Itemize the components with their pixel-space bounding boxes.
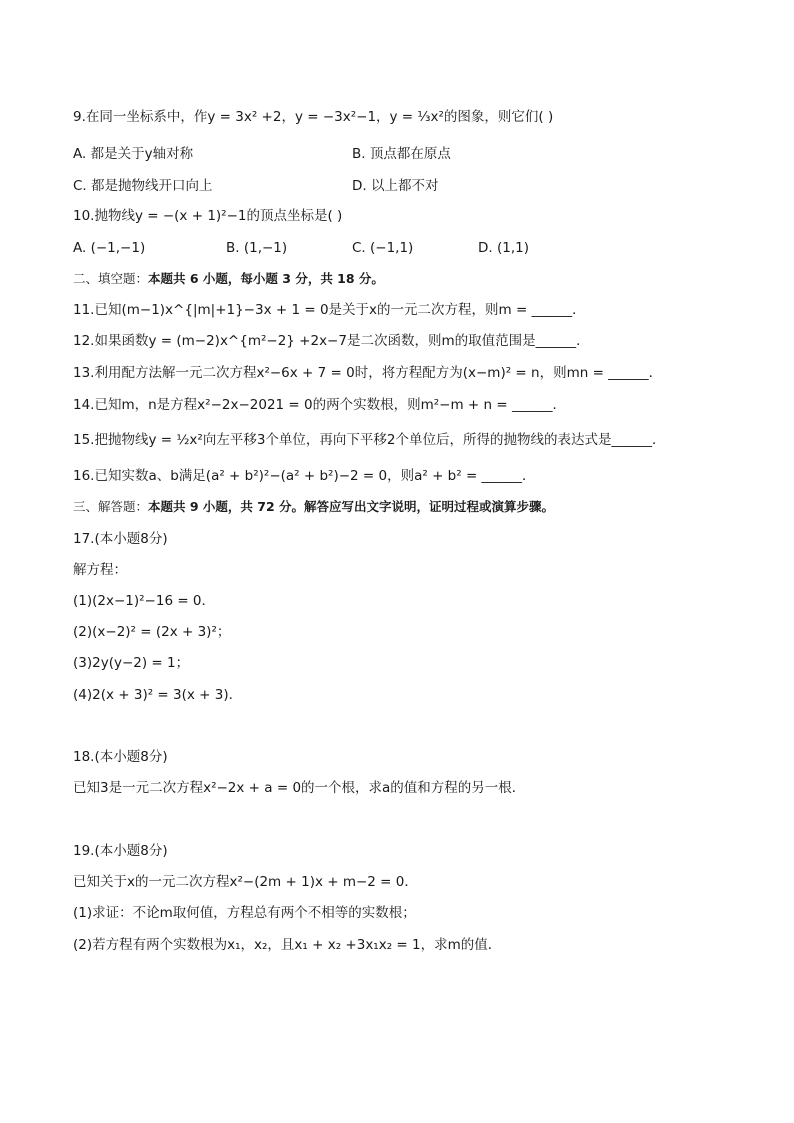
question-19-item-2: (2)若方程有两个实数根为x₁，x₂，且x₁ + x₂ +3x₁x₂ = 1，求m的值． [73, 937, 502, 953]
section-2-heading [73, 270, 384, 288]
section-3-heading-prefix: 三、解答题： [73, 499, 149, 514]
section-3-heading-rest: 本题共 9 小题，共 72 分。解答应写出文字说明，证明过程或演算步骤。 [148, 499, 555, 514]
question-19-item-1: (1)求证：不论m取何值，方程总有两个不相等的实数根； [73, 905, 416, 921]
question-17-item-1: (1)(2x−1)²−16 = 0． [73, 593, 216, 609]
section-3-heading [73, 498, 554, 516]
section-2-heading-rest: 本题共 6 小题，每小题 3 分，共 18 分。 [148, 271, 384, 286]
question-9-stem: 9.在同一坐标系中，作y = 3x² +2，y = −3x²−1，y = ⅓x²的图象，则它们( ) [73, 109, 554, 125]
question-13: 13.利用配方法解一元二次方程x²−6x + 7 = 0时，将方程配方为(x−m)² = n，则mn = ______． [73, 365, 663, 381]
question-9-option-c: C. 都是抛物线开口向上 [73, 178, 213, 194]
question-9-option-b: B. 顶点都在原点 [352, 146, 451, 162]
question-17-intro: 解方程： [73, 562, 127, 578]
question-17-item-4: (4)2(x + 3)² = 3(x + 3)． [73, 687, 243, 703]
question-9-option-d: D. 以上都不对 [352, 178, 439, 194]
question-14: 14.已知m，n是方程x²−2x−2021 = 0的两个实数根，则m²−m + n = ______． [73, 397, 566, 413]
question-10-option-b: B. (1,−1) [226, 240, 288, 256]
question-12: 12.如果函数y = (m−2)x^{m²−2} +2x−7是二次函数，则m的取值范围是______． [73, 333, 590, 349]
question-15: 15.把抛物线y = ½x²向左平移3个单位，再向下平移2个单位后，所得的抛物线的表达式是______． [73, 432, 666, 448]
question-18-body: 已知3是一元二次方程x²−2x + a = 0的一个根，求a的值和方程的另一根． [73, 780, 526, 796]
question-18-header: 18.(本小题8分) [73, 749, 168, 765]
question-11: 11.已知(m−1)x^{|m|+1}−3x + 1 = 0是关于x的一元二次方程，则m = ______． [73, 302, 586, 318]
section-2-heading-prefix: 二、填空题： [73, 271, 149, 286]
question-10-option-c: C. (−1,1) [352, 240, 414, 256]
question-19-body: 已知关于x的一元二次方程x²−(2m + 1)x + m−2 = 0． [73, 874, 418, 890]
question-10-option-a: A. (−1,−1) [73, 240, 146, 256]
question-17-item-3: (3)2y(y−2) = 1； [73, 655, 190, 671]
question-17-item-2: (2)(x−2)² = (2x + 3)²； [73, 624, 231, 640]
question-19-header: 19.(本小题8分) [73, 843, 168, 859]
question-16: 16.已知实数a、b满足(a² + b²)²−(a² + b²)−2 = 0，则a² + b² = ______． [73, 468, 536, 484]
question-9-option-a: A. 都是关于y轴对称 [73, 146, 194, 162]
question-17-header: 17.(本小题8分) [73, 531, 168, 547]
question-10-stem: 10.抛物线y = −(x + 1)²−1的顶点坐标是( ) [73, 208, 343, 224]
question-10-option-d: D. (1,1) [478, 240, 529, 256]
